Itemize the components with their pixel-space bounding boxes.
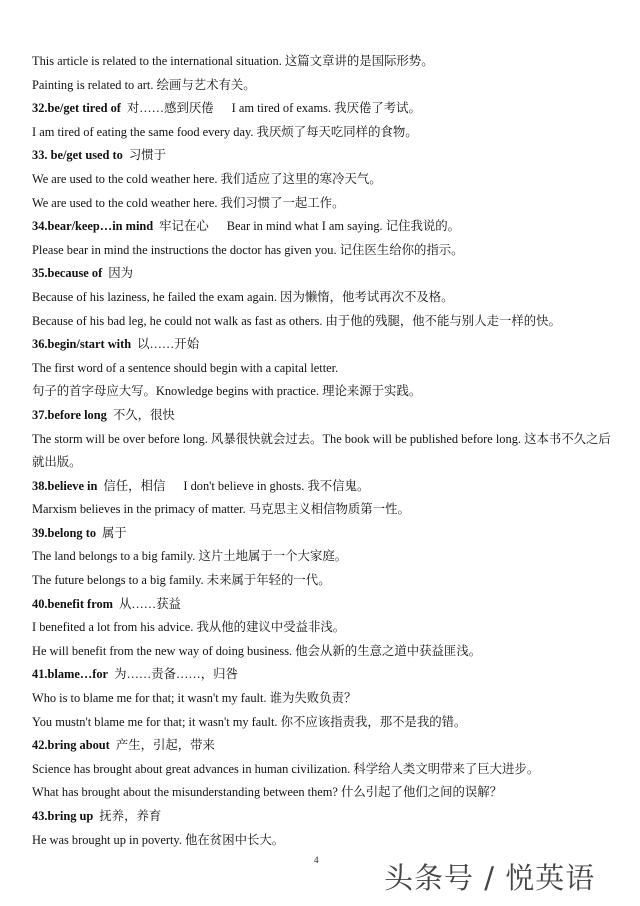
phrase-term: 34.bear/keep…in mind xyxy=(32,219,154,234)
phrase-term: 35.because of xyxy=(32,266,103,281)
example-sentence: Science has brought about great advances in human civilization. 科学给人类文明带来了巨大进步。 xyxy=(32,761,540,776)
phrase-heading xyxy=(32,215,622,239)
example-sentence: The storm will be over before long. 风暴很快就会过去。The book will be published before long. 这本书不久之后就出版。 xyxy=(32,431,611,470)
example-sentence: We are used to the cold weather here. 我们习惯了一起工作。 xyxy=(32,195,345,210)
phrase-meaning: 因为 xyxy=(108,266,133,281)
example-sentence: This article is related to the international situation. 这篇文章讲的是国际形势。 xyxy=(32,54,434,68)
phrase-heading xyxy=(32,522,622,546)
example-sentence: He was brought up in poverty. 他在贫困中长大。 xyxy=(32,832,285,847)
document-body xyxy=(32,50,622,852)
phrase-term: 37.before long xyxy=(32,407,107,422)
example-sentence: Painting is related to art. 绘画与艺术有关。 xyxy=(32,77,256,92)
phrase-meaning: 产生，引起，带来 xyxy=(115,738,215,753)
phrase-meaning: 抚养，养育 xyxy=(99,809,162,823)
example-sentence: Who is to blame me for that; it wasn't my fault. 谁为失败负责？ xyxy=(32,691,357,706)
phrase-heading xyxy=(32,144,622,168)
example-sentence: I am tired of eating the same food every day. 我厌烦了每天吃同样的食物。 xyxy=(32,124,418,139)
example-sentence: Marxism believes in the primacy of matter. 马克思主义相信物质第一性。 xyxy=(32,502,410,517)
example-sentence: The land belongs to a big family. 这片土地属于一个大家庭。 xyxy=(32,549,348,564)
phrase-heading xyxy=(32,734,622,758)
page-number: 4 xyxy=(314,855,319,865)
watermark: 头条号 / 悦英语 xyxy=(384,861,596,895)
example-sentence: I benefited a lot from his advice. 我从他的建议中受益非浅。 xyxy=(32,620,346,635)
example-sentence: 句子的首字母应大写。Knowledge begins with practice. 理论来源于实践。 xyxy=(32,384,422,399)
phrase-heading xyxy=(32,475,622,499)
phrase-meaning: 为……责备……，归咎 xyxy=(114,667,238,682)
phrase-meaning: 不久，很快 xyxy=(112,407,175,422)
phrase-term: 40.benefit from xyxy=(32,596,113,611)
phrase-term: 41.blame…for xyxy=(32,667,109,682)
example-sentence: I am tired of exams. 我厌倦了考试。 xyxy=(231,101,421,116)
phrase-term: 33. be/get used to xyxy=(32,148,123,163)
example-sentence: The future belongs to a big family. 未来属于年轻的一代。 xyxy=(32,573,331,588)
phrase-heading xyxy=(32,404,622,428)
phrase-meaning: 牢记在心 xyxy=(159,219,209,234)
phrase-heading xyxy=(32,805,622,829)
example-sentence: You mustn't blame me for that; it wasn't my fault. 你不应该指责我，那不是我的错。 xyxy=(32,714,467,729)
phrase-heading xyxy=(32,333,622,357)
phrase-term: 42.bring about xyxy=(32,738,110,753)
example-sentence: Because of his bad leg, he could not walk as fast as others. 由于他的残腿，他不能与别人走一样的快。 xyxy=(32,313,561,328)
phrase-meaning: 对……感到厌倦 xyxy=(126,101,214,116)
phrase-meaning: 信任，相信 xyxy=(103,478,166,493)
example-sentence: I don't believe in ghosts. 我不信鬼。 xyxy=(183,478,370,493)
phrase-heading xyxy=(32,262,622,286)
phrase-term: 32.be/get tired of xyxy=(32,101,121,116)
phrase-meaning: 以……开始 xyxy=(137,337,200,352)
phrase-meaning: 从……获益 xyxy=(118,596,181,611)
phrase-heading xyxy=(32,663,622,687)
phrase-term: 38.believe in xyxy=(32,478,98,493)
phrase-meaning: 习惯于 xyxy=(128,148,167,163)
phrase-term: 36.begin/start with xyxy=(32,337,132,352)
example-sentence: Because of his laziness, he failed the exam again. 因为懒惰，他考试再次不及格。 xyxy=(32,289,454,304)
example-sentence: The first word of a sentence should begin with a capital letter. xyxy=(32,360,339,375)
phrase-term: 43.bring up xyxy=(32,809,94,823)
example-sentence: He will benefit from the new way of doing business. 他会从新的生意之道中获益匪浅。 xyxy=(32,643,482,658)
phrase-heading xyxy=(32,97,622,121)
phrase-term: 39.belong to xyxy=(32,525,97,540)
example-sentence: What has brought about the misunderstanding between them? 什么引起了他们之间的误解？ xyxy=(32,785,503,800)
phrase-meaning: 属于 xyxy=(102,525,127,540)
phrase-heading xyxy=(32,593,622,617)
example-sentence: Bear in mind what I am saying. 记住我说的。 xyxy=(226,219,461,234)
example-sentence: Please bear in mind the instructions the doctor has given you. 记住医生给你的指示。 xyxy=(32,242,464,257)
example-sentence: We are used to the cold weather here. 我们适应了这里的寒冷天气。 xyxy=(32,171,382,186)
